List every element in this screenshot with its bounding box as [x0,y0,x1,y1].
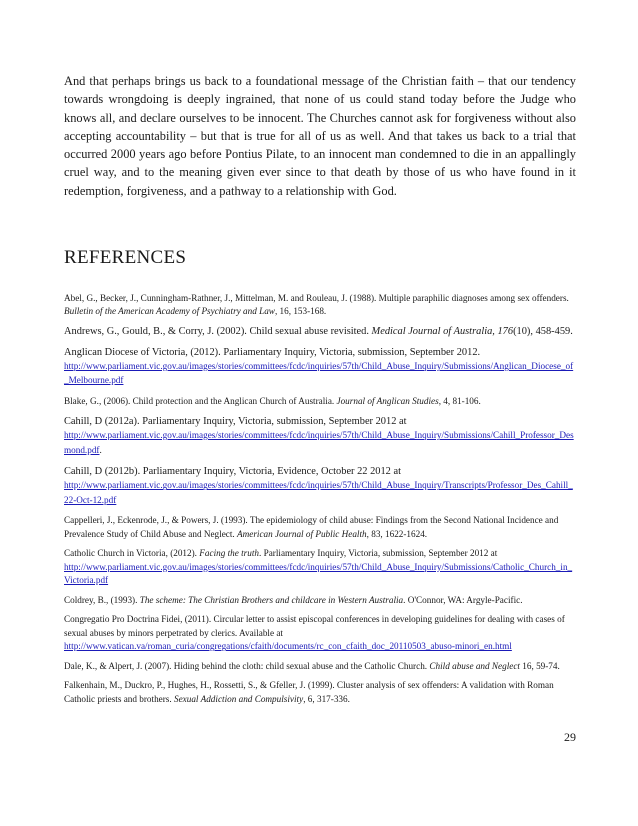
reference-link[interactable]: http://www.parliament.vic.gov.au/images/stories/committees/fcdc/inquiries/57th/Child_Abuse_Inquiry/Submissions/Cahill_Professor_Desmond.pdf [64,430,574,456]
reference-item: Abel, G., Becker, J., Cunningham-Rathner, J., Mittelman, M. and Rouleau, J. (1988). Multiple paraphilic diagnoses among sex offenders. Bulletin of the American Academy of Psychiatry and Law, 16, 153-168. [64,293,569,317]
reference-link[interactable]: http://www.parliament.vic.gov.au/images/stories/committees/fcdc/inquiries/57th/Child_Abuse_Inquiry/Submissions/Catholic_Church_in_Victoria.pdf [64,561,573,586]
reference-link[interactable]: http://www.parliament.vic.gov.au/images/stories/committees/fcdc/inquiries/57th/Child_Abuse_Inquiry/Submissions/Anglican_Diocese_of_Melbourne.pdf [64,361,574,386]
reference-link[interactable]: http://www.parliament.vic.gov.au/images/stories/committees/fcdc/inquiries/57th/Child_Abuse_Inquiry/Transcripts/Professor_Des_Cahill_22-Oct-12.pdf [64,480,573,505]
reference-item: Dale, K., & Alpert, J. (2007). Hiding behind the cloth: child sexual abuse and the Catholic Church. Child abuse and Neglect 16, 59-74. [64,660,560,671]
references-list [64,292,576,712]
reference-item: Congregatio Pro Doctrina Fidei, (2011). Circular letter to assist episcopal conferences in developing guidelines for dealing with cases of sexual abuses by minors perpetrated by clerics. Available at http://www.vatican.va/roman_curia/congregations/cfaith/documents/rc_con_cfaith_doc_20110503_abuso-minori_en.html [64,614,565,652]
reference-item: Anglican Diocese of Victoria, (2012). Parliamentary Inquiry, Victoria, submission, September 2012. http://www.parliament.vic.gov.au/images/stories/committees/fcdc/inquiries/57th/Child_Abuse_Inquiry/Submissions/Anglican_Diocese_of_Melbourne.pdf [64,346,574,386]
page-number: 29 [564,730,576,744]
reference-item: Andrews, G., Gould, B., & Corry, J. (2002). Child sexual abuse revisited. Medical Journal of Australia, 176(10), 458-459. [64,326,573,337]
reference-link[interactable]: http://www.vatican.va/roman_curia/congregations/cfaith/documents/rc_con_cfaith_doc_20110503_abuso-minori_en.html [64,641,512,652]
reference-item: Coldrey, B., (1993). The scheme: The Christian Brothers and childcare in Western Australia. O'Connor, WA: Argyle-Pacific. [64,594,523,605]
references-heading: REFERENCES [64,247,187,268]
reference-item: Catholic Church in Victoria, (2012). Facing the truth. Parliamentary Inquiry, Victoria, submission, September 2012 at http://www.parliament.vic.gov.au/images/stories/committees/fcdc/inquiries/57th/Child_Abuse_Inquiry/Submissions/Catholic_Church_in_Victoria.pdf [64,548,573,586]
reference-item: Cappelleri, J., Eckenrode, J., & Powers, J. (1993). The epidemiology of child abuse: Findings from the Second National Incidence and Prevalence Study of Child Abuse and Neglect. American Journal of Public Health, 83, 1622-1624. [64,515,559,539]
reference-item: Cahill, D (2012a). Parliamentary Inquiry, Victoria, submission, September 2012 at http://www.parliament.vic.gov.au/images/stories/committees/fcdc/inquiries/57th/Child_Abuse_Inquiry/Submissions/Cahill_Professor_Desmond.pdf. [64,415,574,456]
reference-item: Cahill, D (2012b). Parliamentary Inquiry, Victoria, Evidence, October 22 2012 at http://www.parliament.vic.gov.au/images/stories/committees/fcdc/inquiries/57th/Child_Abuse_Inquiry/Transcripts/Professor_Des_Cahill_22-Oct-12.pdf [64,466,573,505]
body-paragraph: And that perhaps brings us back to a foundational message of the Christian faith – that our tendency towards wrongdoing is deeply ingrained, that none of us could stand today before the Judge who knows all, and declare ourselves to be innocent. The Churches cannot ask for forgiveness without also accepting accountability – but that is true for all of us as well. And that takes us back to a trial that occurred 2000 years ago before Pontius Pilate, to an innocent man condemned to die in an appallingly cruel way, and to the meaning given ever since to that death by those of us who have found in it redemption, forgiveness, and a pathway to a relationship with God. [64,74,576,198]
reference-item: Blake, G., (2006). Child protection and the Anglican Church of Australia. Journal of Anglican Studies, 4, 81-106. [64,396,481,406]
reference-item: Falkenhain, M., Duckro, P., Hughes, H., Rossetti, S., & Gfeller, J. (1999). Cluster analysis of sex offenders: A validation with Roman Catholic priests and brothers. Sexual Addiction and Compulsivity, 6, 317-336. [64,680,554,704]
